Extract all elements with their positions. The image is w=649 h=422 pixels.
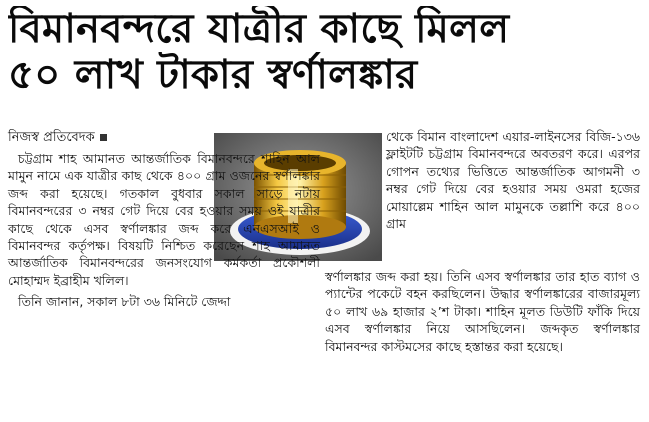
right-column-top: [386, 128, 640, 232]
headline-line-2: ৫০ লাখ টাকার স্বর্ণালঙ্কার: [8, 52, 418, 98]
left-paragraph-1: চট্টগ্রাম শাহ আমানত আন্তর্জাতিক বিমানবন্দরে শাহিন আল মামুন নামে এক যাত্রীর কাছ থেকে ৪০০ গ্রাম ওজনের স্বর্ণালঙ্কার জব্দ করা হয়েছে। গতকাল বুধবার সকাল সাড়ে নটায় বিমানবন্দরের ৩ নম্বর গেট দিয়ে বের হওয়ার সময় ওই যাত্রীর কাছে থেকে এসব স্বর্ণালঙ্কার জব্দ করে এনএসআই ও বিমানবন্দর কর্তৃপক্ষ। বিষয়টি নিশ্চিত করেছেন শাহ আমানত আন্তর্জাতিক বিমানবন্দরের জনসংযোগ কর্মকর্তা প্রকৌশলী মোহাম্মদ ইব্রাহীম খলিল।: [8, 151, 320, 288]
byline: [8, 130, 107, 146]
right-paragraph-bottom: স্বর্ণালঙ্কার জব্দ করা হয়। তিনি এসব স্বর্ণালঙ্কার তার হাত ব্যাগ ও প্যান্টের পকেটে বহন করছিলেন। উদ্ধার স্বর্ণালঙ্কারের বাজারমূল্য ৫০ লাখ ৬৯ হাজার ২’শ টাকা। শাহিন মূলত ডিউটি ফাঁকি দিয়ে এসব স্বর্ণালঙ্কার নিয়ে আসছিলেন। জব্দকৃত স্বর্ণালঙ্কার বিমানবন্দর কাস্টমসের কাছে হস্তান্তর করা হয়েছে।: [325, 269, 640, 354]
left-column: [8, 150, 320, 311]
headline-line-1: বিমানবন্দরে যাত্রীর কাছে মিলল: [8, 6, 510, 52]
left-paragraph-2: তিনি জানান, সকাল ৮টা ৩৬ মিনিটে জেদ্দা: [18, 294, 231, 310]
headline: [8, 6, 644, 98]
byline-square-icon: [100, 134, 107, 141]
right-paragraph-top: থেকে বিমান বাংলাদেশ এয়ার-লাইনসের বিজি-১৩৬ ফ্লাইটটি চট্টগ্রাম বিমানবন্দরে অবতরণ করে। এরপর গোপন তথ্যের ভিত্তিতে আন্তর্জাতিক আগমনী ৩ নম্বর গেট দিয়ে বের হওয়ার সময় ওমরা হজের মোয়াল্লেম শাহিন আল মামুনকে তল্লাশি করে ৪০০ গ্রাম: [386, 129, 640, 232]
byline-text: নিজস্ব প্রতিবেদক: [8, 130, 95, 145]
right-column-bottom: [325, 268, 640, 355]
